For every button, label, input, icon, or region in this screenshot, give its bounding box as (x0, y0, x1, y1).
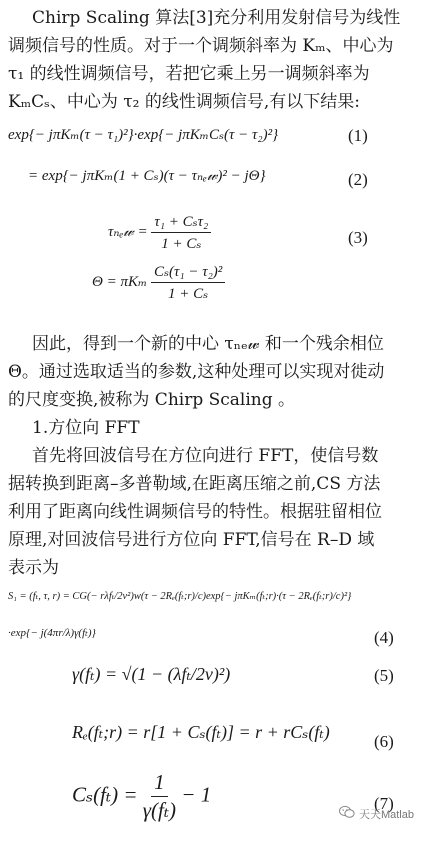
paragraph-1-line-2: 调频信号的性质。对于一个调频斜率为 Kₘ、中心为 (8, 36, 394, 56)
equation-theta-numerator: Cₛ(τ₁ − τ₂)² (151, 262, 225, 283)
equation-theta (92, 262, 225, 303)
equation-theta-denominator: 1 + Cₛ (168, 286, 209, 302)
watermark (339, 805, 414, 822)
wechat-icon (339, 805, 355, 822)
equation-5-number: (5) (374, 666, 394, 685)
equation-1: exp{− jπKₘ(τ − τ₁)²}·exp{− jπKₘCₛ(τ − τ₂)²} (8, 127, 279, 143)
equation-4-number: (4) (374, 628, 394, 647)
equation-7-numerator: 1 (151, 770, 168, 797)
equation-theta-lhs: Θ = πKₘ (92, 273, 148, 290)
paragraph-2-line-1: 因此，得到一个新的中心 τₙₑ𝓌 和一个残余相位 (32, 334, 384, 354)
paragraph-2-line-2: Θ。通过选取适当的参数,这种处理可以实现对徙动 (8, 362, 385, 382)
paragraph-3-line-4: 原理,对回波信号进行方位向 FFT,信号在 R–D 域 (8, 530, 375, 550)
watermark-text: 天天Matlab (358, 808, 414, 821)
paragraph-1-line-4: KₘCₛ、中心为 τ₂ 的线性调频信号,有以下结果: (8, 92, 361, 112)
equation-7-number: (7) (374, 794, 394, 813)
paragraph-3-line-3: 利用了距离向线性调频信号的特性。根据驻留相位 (8, 502, 382, 522)
equation-4-line-1: S₁ = (fₜ, τ, r) = CG(− rλfₜ/2v²)w(τ − 2Rₑ(fₜ;r)/c)exp{− jπKₘ(fₜ;r)·(τ − 2Rₑ(fₜ;r)/c)²} (8, 591, 352, 602)
equation-2-number: (2) (348, 170, 368, 189)
equation-3-number: (3) (348, 228, 368, 247)
equation-3-denominator: 1 + Cₛ (161, 236, 202, 252)
paragraph-3-line-1: 首先将回波信号在方位向进行 FFT，使信号数 (32, 446, 379, 466)
equation-6: Rₑ(fₜ;r) = r[1 + Cₛ(fₜ)] = r + rCₛ(fₜ) (72, 722, 330, 742)
equation-6-number: (6) (374, 732, 394, 751)
equation-7-fraction (143, 770, 176, 823)
paragraph-1-line-1: Chirp Scaling 算法[3]充分利用发射信号为线性 (32, 8, 401, 28)
equation-3 (108, 212, 211, 253)
equation-7-denominator: γ(fₜ) (142, 798, 177, 822)
paragraph-1-line-3: τ₁ 的线性调频信号，若把它乘上另一调频斜率为 (8, 64, 370, 84)
equation-theta-fraction (151, 262, 225, 303)
equation-3-numerator: τ₁ + Cₛτ₂ (151, 212, 211, 233)
equation-5: γ(fₜ) = √(1 − (λfₜ/2v)²) (72, 664, 231, 684)
paragraph-3-line-2: 据转换到距离–多普勒域,在距离压缩之前,CS 方法 (8, 474, 381, 494)
equation-1-number: (1) (348, 126, 368, 145)
paragraph-3-line-5: 表示为 (8, 558, 59, 578)
equation-7-lhs: Cₛ(fₜ) = (72, 782, 138, 807)
equation-7-tail: − 1 (181, 782, 212, 807)
equation-3-lhs: τₙₑ𝓌 = (108, 223, 148, 240)
equation-4-line-2: ·exp{− j(4πr/λ)γ(fₜ)} (8, 627, 96, 639)
equation-7 (72, 770, 211, 823)
section-heading: 1.方位向 FFT (32, 418, 140, 438)
paragraph-2-line-3: 的尺度变换,被称为 Chirp Scaling 。 (8, 390, 296, 410)
equation-3-fraction (151, 212, 211, 253)
equation-2: = exp{− jπKₘ(1 + Cₛ)(τ − τₙₑ𝓌)² − jΘ} (28, 168, 266, 184)
